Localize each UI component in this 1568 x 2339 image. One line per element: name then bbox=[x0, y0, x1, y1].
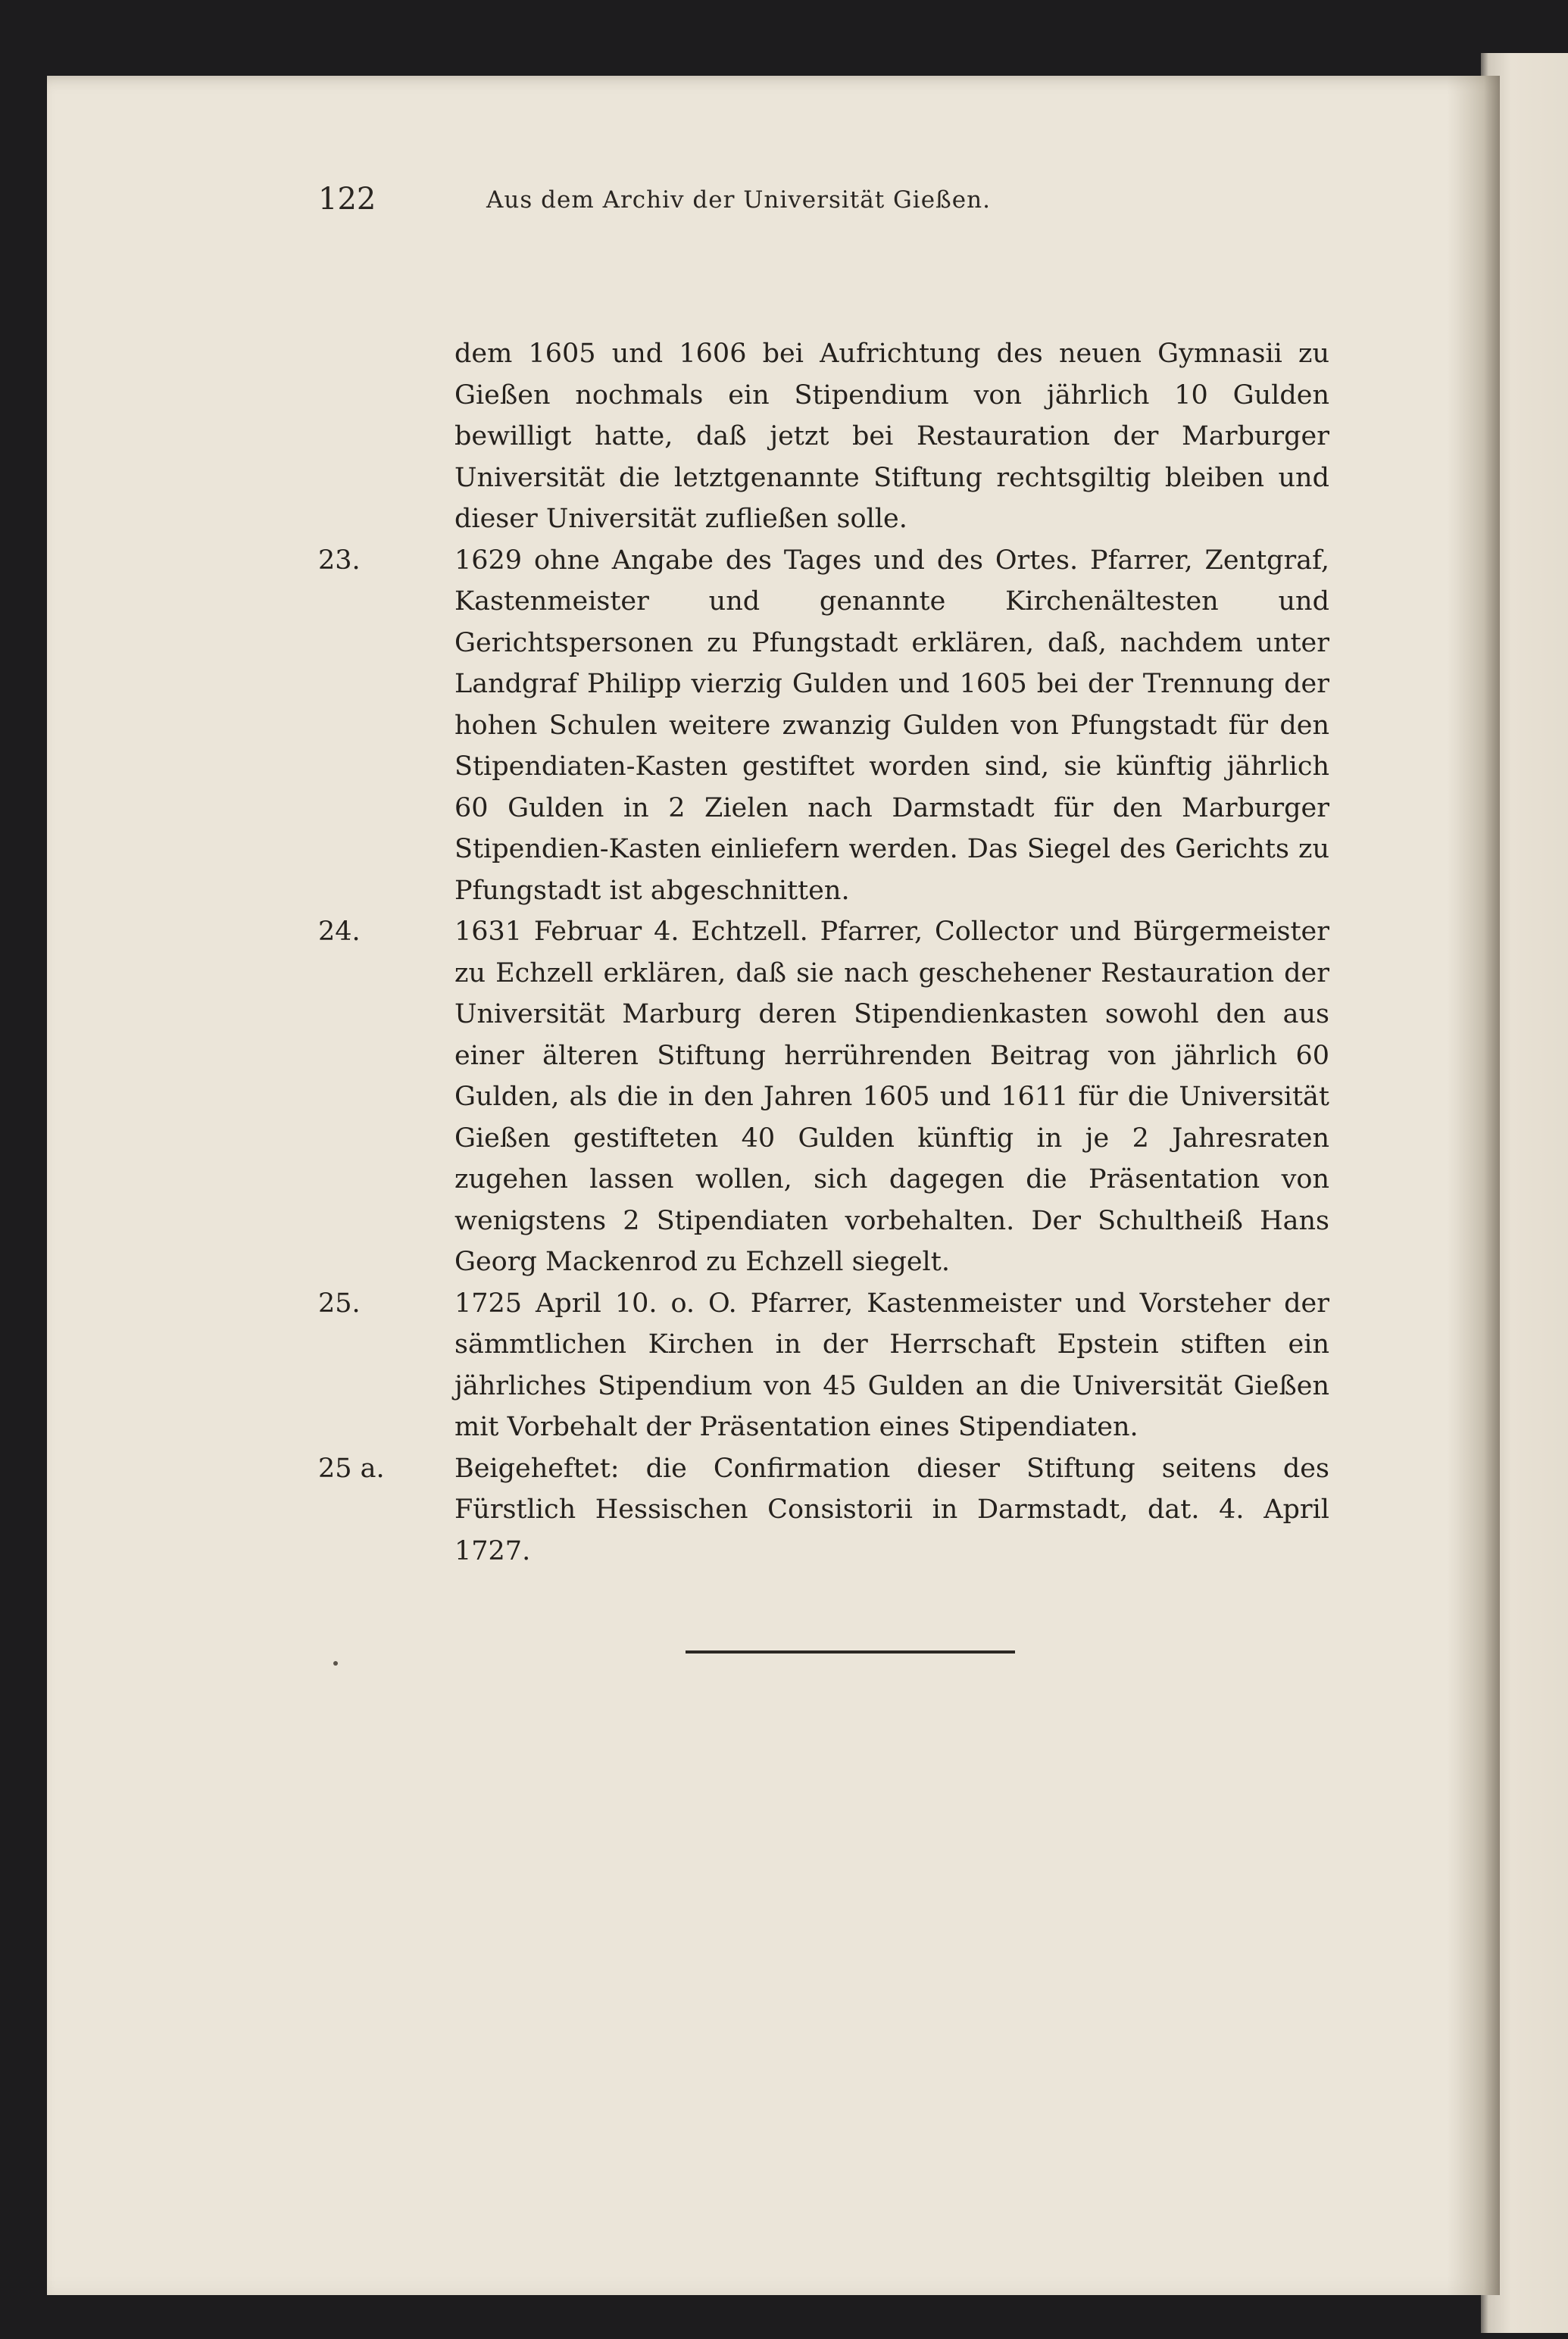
entry-continuation bbox=[318, 333, 1329, 540]
entry-number: 23. bbox=[318, 545, 361, 576]
running-title: Aus dem Archiv der Universität Gießen. bbox=[486, 186, 991, 214]
entry-23 bbox=[318, 540, 1329, 912]
entry-25 bbox=[318, 1283, 1329, 1448]
closing-rule bbox=[686, 1650, 1015, 1654]
entry-25a bbox=[318, 1448, 1329, 1572]
paper-speck bbox=[333, 1661, 338, 1666]
page-shadow bbox=[1447, 76, 1500, 2295]
entry-number: 25 a. bbox=[318, 1453, 385, 1484]
entry-text: 1629 ohne Angabe des Tages und des Ortes. Pfarrer, Zentgraf, Kastenmeister und genannte Kirchenältesten und Gerichtspersonen zu Pfungstadt erklären, daß, nachdem unter Landgraf Philipp vierzig Gulden und 1605 bei der Trennung der hohen Schulen weitere zwanzig Gulden von Pfungstadt für den Stipendiaten-Kasten gestiftet worden sind, sie künftig jährlich 60 Gulden in 2 Zielen nach Darmstadt für den Marburger Stipendien-Kasten einliefern werden. Das Siegel des Gerichts zu Pfungstadt ist abgeschnitten. bbox=[454, 545, 1329, 906]
page-number: 122 bbox=[318, 182, 376, 217]
entry-text: Beigeheftet: die Confirmation dieser Stiftung seitens des Fürstlich Hessischen Consistorii in Darmstadt, dat. 4. April 1727. bbox=[454, 1453, 1329, 1566]
entry-number: 24. bbox=[318, 917, 361, 947]
entry-text: 1725 April 10. o. O. Pfarrer, Kastenmeister und Vorsteher der sämmtlichen Kirchen in der Herrschaft Epstein stiften ein jährliches Stipendium von 45 Gulden an die Universität Gießen mit Vorbehalt der Präsentation eines Stipendiaten. bbox=[454, 1288, 1329, 1442]
entry-24 bbox=[318, 911, 1329, 1283]
page-header bbox=[318, 182, 1083, 227]
entry-text: 1631 Februar 4. Echtzell. Pfarrer, Collector und Bürgermeister zu Echzell erklären, daß sie nach geschehener Restauration der Universität Marburg deren Stipendienkasten sowohl den aus einer älteren Stiftung herrührenden Beitrag von jährlich 60 Gulden, als die in den Jahren 1605 und 1611 für die Universität Gießen gestifteten 40 Gulden künftig in je 2 Jahresraten zugehen lassen wollen, sich dagegen die Präsentation von wenigstens 2 Stipendiaten vorbehalten. Der Schultheiß Hans Georg Mackenrod zu Echzell siegelt. bbox=[454, 917, 1329, 1277]
entry-text: dem 1605 und 1606 bei Aufrichtung des neuen Gymnasii zu Gießen nochmals ein Stipendium von jährlich 10 Gulden bewilligt hatte, daß jetzt bei Restauration der Marburger Universität die letztgenannte Stiftung rechtsgiltig bleiben und dieser Universität zufließen solle. bbox=[454, 339, 1329, 534]
entry-number: 25. bbox=[318, 1288, 361, 1319]
body-text bbox=[318, 333, 1329, 1572]
